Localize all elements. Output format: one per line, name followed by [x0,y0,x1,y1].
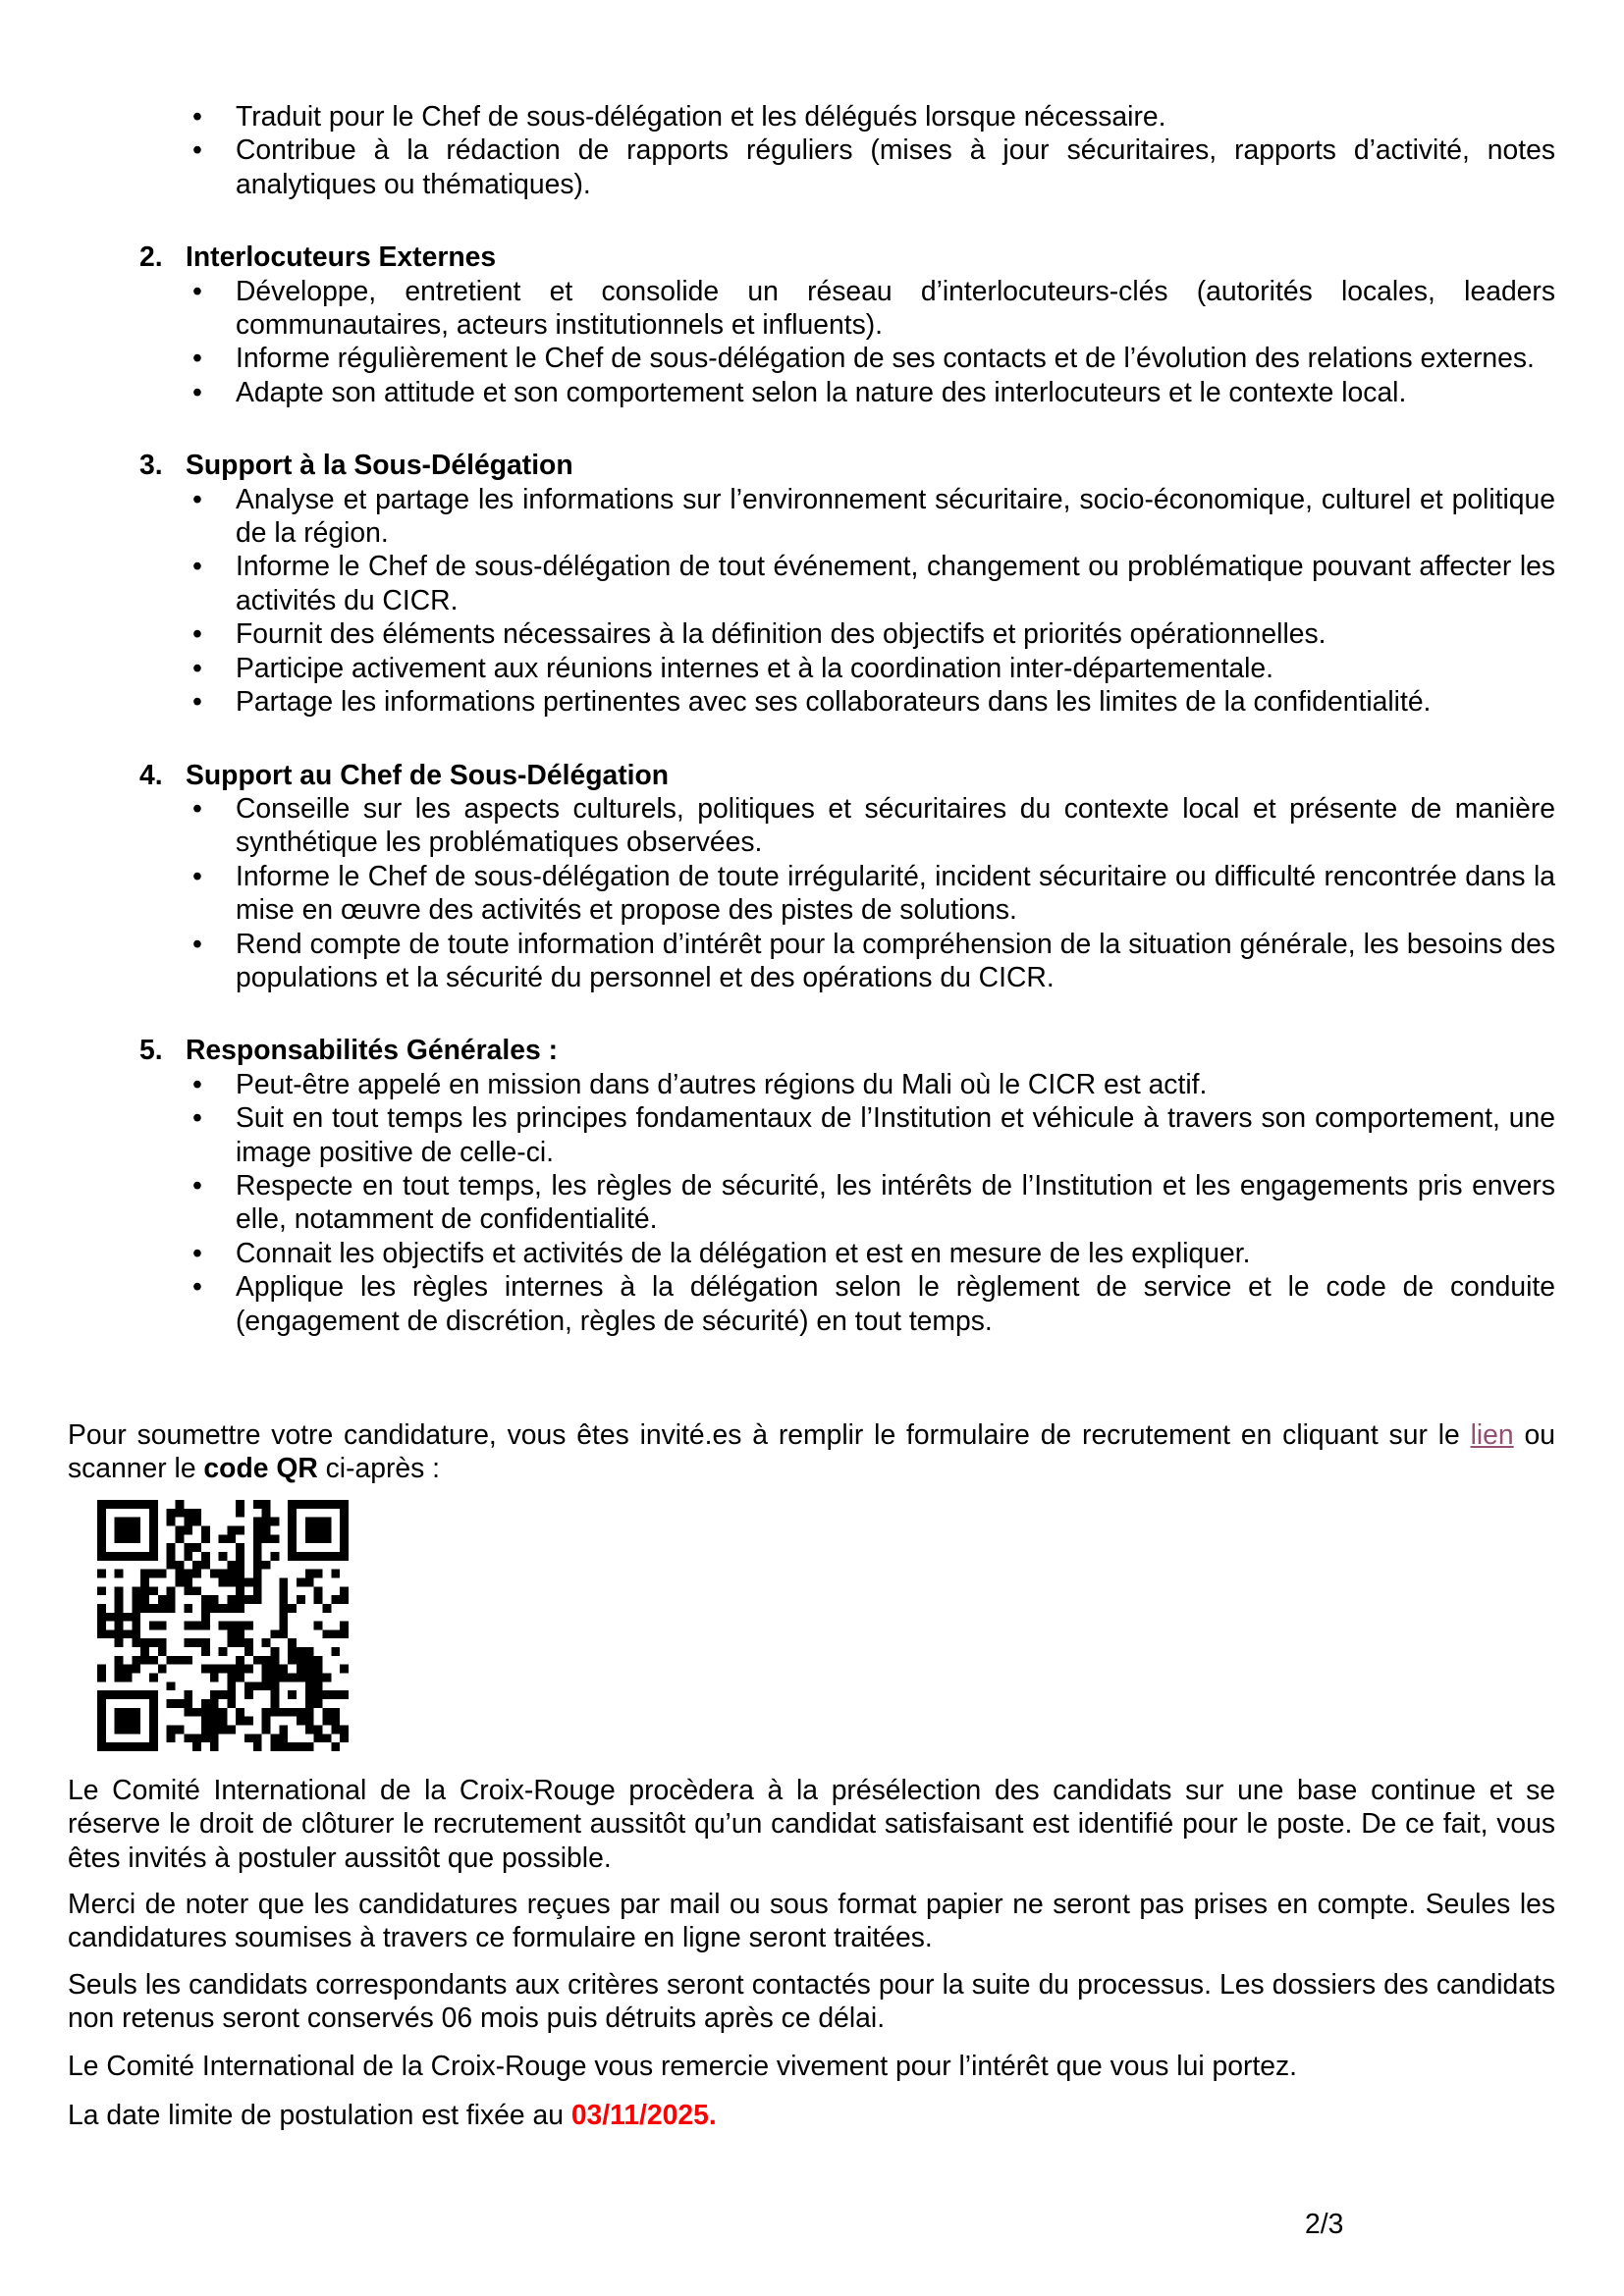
bullet-icon [192,482,236,550]
bullet-item [68,651,1555,684]
bullet-item [68,927,1555,994]
section-heading-support-sous-delegation [68,448,1555,481]
closing-paragraph: Merci de noter que les candidatures reçues par mail ou sous format papier ne seront pas prises en compte. Seules les candidatures soumises à travers ce formulaire en ligne seront traitées. [68,1888,1555,1953]
bullet-item [68,482,1555,550]
closing-paragraph: Le Comité International de la Croix-Rouge vous remercie vivement pour l’intérêt que vous lui portez. [68,2049,1297,2081]
closing-paragraph: Le Comité International de la Croix-Rouge procèdera à la présélection des candidats sur une base continue et se réserve le droit de clôturer le recrutement aussitôt qu’un candidat satisfaisant est identifié pour le poste. De ce fait, vous êtes invités à postuler aussitôt que possible. [68,1773,1555,1873]
qr-code-image [97,1500,349,1751]
bullet-text: Informe le Chef de sous-délégation de tout événement, changement ou problématique pouvant affecter les activités du CICR. [236,550,1555,615]
page-number: 2/3 [1305,2208,1344,2239]
bullet-icon [192,616,236,650]
bullet-item [68,1168,1555,1236]
bullet-text: Analyse et partage les informations sur l’environnement sécuritaire, socio-économique, culturel et politique de la région. [236,482,1555,549]
deadline-text: La date limite de postulation est fixée au [68,2099,571,2131]
bullet-icon [192,341,236,374]
bullet-icon [192,375,236,408]
bullet-item [68,274,1555,342]
bullet-text: Participe activement aux réunions internes et à la coordination inter-départementale. [236,651,1274,683]
section-heading-support-chef [68,758,1555,791]
bullet-item [68,133,1555,200]
bullet-text: Peut-être appelé en mission dans d’autres régions du Mali où le CICR est actif. [236,1067,1208,1099]
bullet-icon [192,274,236,342]
bullet-icon [192,651,236,684]
bullet-text: Informe le Chef de sous-délégation de toute irrégularité, incident sécuritaire ou difficulté rencontrée dans la mise en œuvre des activités et propose des pistes de solutions. [236,859,1555,926]
qr-code-svg [97,1500,349,1751]
bullet-item [68,1236,1555,1269]
bullet-text: Rend compte de toute information d’intérêt pour la compréhension de la situation générale, les besoins des populations et la sécurité du personnel et des opérations du CICR. [236,927,1555,992]
bullet-text: Connait les objectifs et activités de la délégation et est en mesure de les expliquer. [236,1236,1251,1268]
bullet-text: Contribue à la rédaction de rapports réguliers (mises à jour sécuritaires, rapports d’activité, notes analytiques ou thématiques). [236,133,1555,199]
closing-paragraph: Seuls les candidats correspondants aux critères seront contactés pour la suite du processus. Les dossiers des candidats non retenus seront conservés 06 mois puis détruits après ce délai. [68,1967,1555,2034]
qr-code-label: code QR [203,1452,318,1484]
bullet-text: Respecte en tout temps, les règles de sécurité, les intérêts de l’Institution et les engagements pris envers elle, notamment de confidentialité. [236,1168,1555,1235]
bullet-icon [192,1269,236,1337]
deadline-paragraph [68,2098,1555,2131]
bullet-item [68,616,1555,650]
section-number: 5. [139,1034,163,1066]
bullet-item [68,1269,1555,1337]
bullet-item [68,341,1555,374]
apply-text-before: Pour soumettre votre candidature, vous êtes invité.es à remplir le formulaire de recrutement en cliquant sur le [68,1418,1471,1450]
section-number: 2. [139,240,163,273]
section-heading-responsabilites-generales [68,1033,1555,1066]
apply-text-between: ou scanner le [68,1418,1555,1484]
bullet-item [68,684,1555,718]
bullet-text: Informe régulièrement le Chef de sous-délégation de ses contacts et de l’évolution des relations externes. [236,342,1535,374]
bullet-item [68,375,1555,408]
apply-text-after: ci-après : [317,1452,441,1484]
bullet-icon [192,1067,236,1100]
bullet-text: Applique les règles internes à la délégation selon le règlement de service et le code de conduite (engagement de discrétion, règles de sécurité) en tout temps. [236,1270,1555,1336]
section-title: Support à la Sous-Délégation [186,449,573,481]
bullet-icon [192,1236,236,1269]
bullet-item [68,99,1555,133]
bullet-icon [192,1168,236,1236]
bullet-icon [192,1100,236,1168]
bullet-item [68,859,1555,927]
bullet-icon [192,684,236,718]
bullet-text: Fournit des éléments nécessaires à la définition des objectifs et priorités opérationnelles. [236,617,1326,650]
bullet-item [68,1100,1555,1168]
bullet-text: Conseille sur les aspects culturels, politiques et sécuritaires du contexte local et présente de manière synthétique les problématiques observées. [236,791,1555,858]
section-number: 3. [139,449,163,481]
bullet-text: Développe, entretient et consolide un réseau d’interlocuteurs-clés (autorités locales, leaders communautaires, acteurs institutionnels et influents). [236,274,1555,341]
section-title: Support au Chef de Sous-Délégation [186,758,670,790]
bullet-text: Partage les informations pertinentes avec ses collaborateurs dans les limites de la confidentialité. [236,685,1432,718]
bullet-text: Adapte son attitude et son comportement selon la nature des interlocuteurs et le contexte local. [236,375,1407,407]
section-title: Responsabilités Générales : [186,1034,559,1066]
section-heading-interlocuteurs-externes [68,240,1555,273]
bullet-text: Suit en tout temps les principes fondamentaux de l’Institution et véhicule à travers son comportement, une image positive de celle-ci. [236,1101,1555,1167]
bullet-item [68,791,1555,859]
bullet-icon [192,99,236,133]
deadline-date: 03/11/2025. [570,2099,717,2131]
bullet-icon [192,791,236,859]
bullet-icon [192,927,236,994]
bullet-icon [192,549,236,616]
bullet-icon [192,133,236,200]
section-title: Interlocuteurs Externes [186,240,497,273]
bullet-text: Traduit pour le Chef de sous-délégation et les délégués lorsque nécessaire. [236,100,1166,132]
recruitment-form-link[interactable]: lien [1470,1418,1514,1450]
bullet-item [68,1067,1555,1100]
section-number: 4. [139,758,163,790]
bullet-item [68,549,1555,616]
bullet-icon [192,859,236,927]
apply-paragraph [68,1417,1555,1485]
